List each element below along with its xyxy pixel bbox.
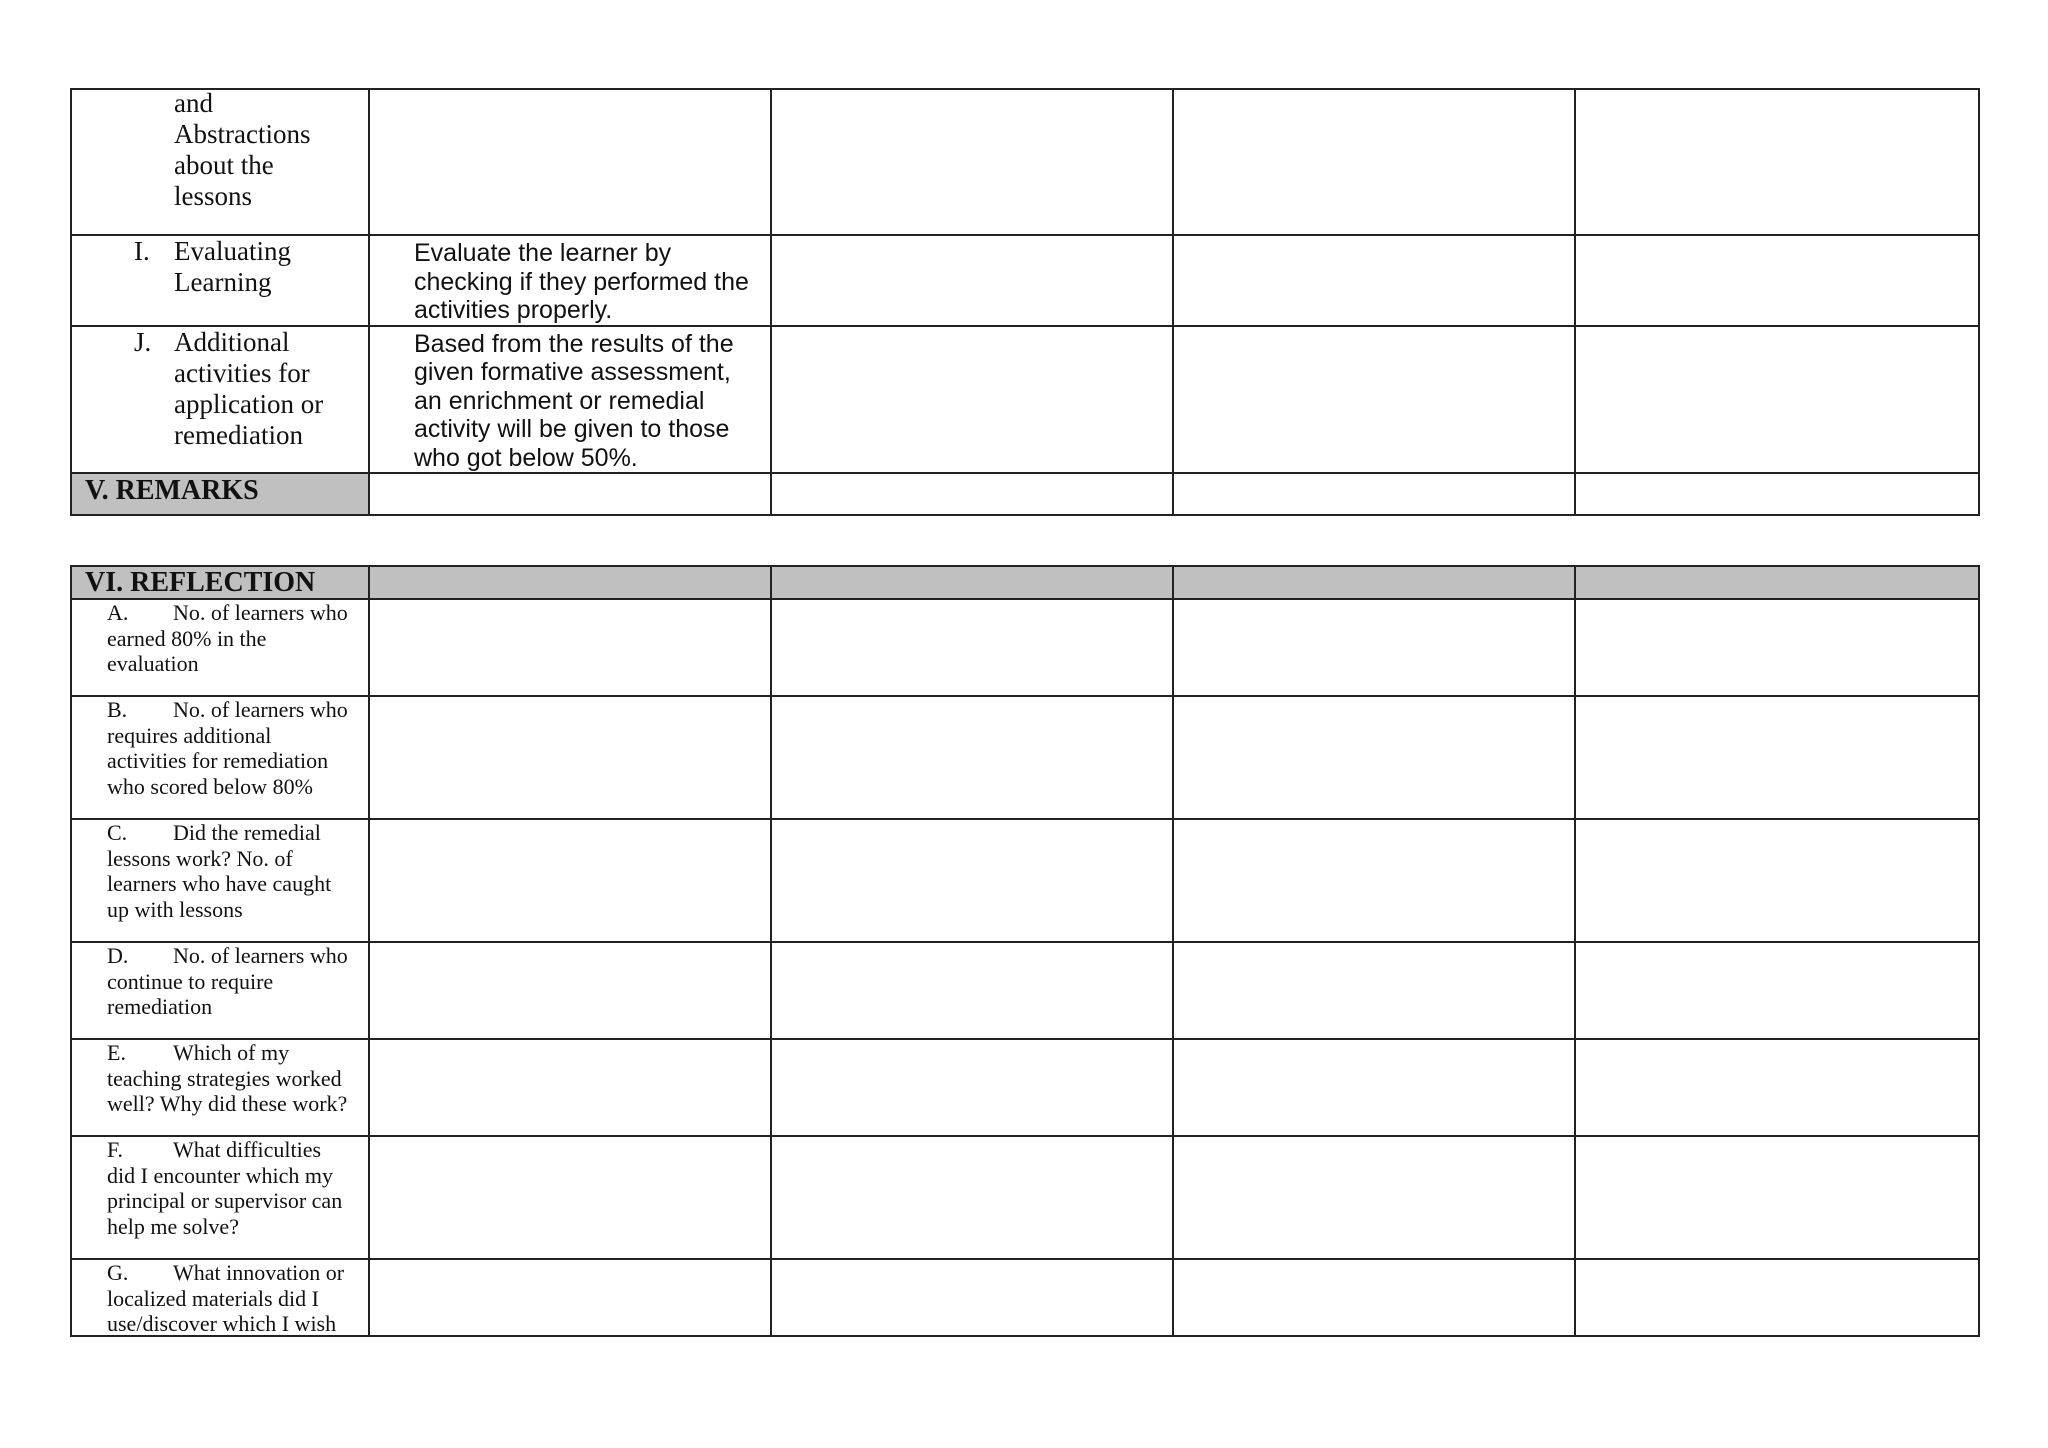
day-cell [1575, 599, 1979, 696]
table-row [71, 235, 1979, 326]
reflection-question-cell [71, 819, 369, 942]
day-cell [369, 696, 771, 819]
day-cell [1173, 1039, 1575, 1136]
table-row [71, 1039, 1979, 1136]
day-cell [1173, 89, 1575, 235]
reflection-header-cell [1173, 566, 1575, 599]
remarks-cell [369, 473, 771, 515]
procedures-table [70, 88, 1980, 516]
reflection-question-cell [71, 1259, 369, 1336]
day-cell [771, 819, 1173, 942]
day-cell [771, 326, 1173, 474]
reflection-question-e: E. Which of my teaching strategies worked well? Why did these work? [107, 1040, 348, 1116]
table-row [71, 566, 1979, 599]
day-cell [369, 599, 771, 696]
reflection-heading: VI. REFLECTION [85, 567, 316, 598]
reflection-question-b: B. No. of learners who requires additional activities for remediation who scored below 80% [107, 697, 348, 799]
reflection-question-g: G. What innovation or localized materials did I use/discover which I wish [107, 1260, 345, 1333]
day-cell [1173, 1136, 1575, 1259]
day-cell [1575, 696, 1979, 819]
remediation-activity-text: Based from the results of the given formative assessment, an enrichment or remedial activity will be given to those who got below 50%. [414, 329, 734, 472]
table-row [71, 819, 1979, 942]
day-cell [1575, 819, 1979, 942]
reflection-header-cell [369, 566, 771, 599]
table-row [71, 599, 1979, 696]
day-cell [1575, 326, 1979, 474]
remarks-heading: V. REMARKS [85, 475, 259, 506]
day-cell [1173, 1259, 1575, 1336]
additional-activities-label: J. Additional activities for application or remediation [134, 326, 324, 450]
day-cell [369, 1259, 771, 1336]
table-row [71, 473, 1979, 515]
day-cell [1173, 235, 1575, 326]
reflection-question-cell [71, 1136, 369, 1259]
day-cell [1575, 942, 1979, 1039]
reflection-question-cell [71, 1039, 369, 1136]
day-cell [1173, 696, 1575, 819]
day-cell [1173, 326, 1575, 474]
day-cell [369, 1039, 771, 1136]
remarks-cell [1575, 473, 1979, 515]
day-cell [1173, 942, 1575, 1039]
reflection-question-d: D. No. of learners who continue to require remediation [107, 943, 348, 1019]
table-row [71, 89, 1979, 235]
day-cell [771, 599, 1173, 696]
day-cell [369, 942, 771, 1039]
reflection-header-cell [771, 566, 1173, 599]
evaluation-activity-text: Evaluate the learner by checking if they performed the activities properly. [414, 239, 749, 324]
reflection-heading-cell [71, 566, 369, 599]
reflection-question-a: A. No. of learners who earned 80% in the evaluation [107, 600, 348, 676]
day-cell [1575, 235, 1979, 326]
reflection-question-cell [71, 696, 369, 819]
day-cell [1173, 819, 1575, 942]
procedure-label-cell [71, 326, 369, 474]
procedure-label-cell [71, 89, 369, 235]
remarks-cell [771, 473, 1173, 515]
day-cell [771, 1039, 1173, 1136]
day-cell [771, 1259, 1173, 1336]
table-row [71, 326, 1979, 474]
day-cell [771, 942, 1173, 1039]
day-cell [369, 1136, 771, 1259]
day-cell [1173, 599, 1575, 696]
activity-cell [369, 235, 771, 326]
activity-cell [369, 326, 771, 474]
day-cell [771, 89, 1173, 235]
day-cell [771, 1136, 1173, 1259]
abstractions-label: and Abstractions about the lessons [174, 88, 311, 211]
remarks-heading-cell [71, 473, 369, 515]
day-cell [771, 696, 1173, 819]
reflection-question-c: C. Did the remedial lessons work? No. of learners who have caught up with lessons [107, 820, 332, 922]
procedure-label-cell [71, 235, 369, 326]
day-cell [369, 89, 771, 235]
day-cell [1575, 1136, 1979, 1259]
reflection-header-cell [1575, 566, 1979, 599]
reflection-question-cell [71, 599, 369, 696]
day-cell [1575, 89, 1979, 235]
reflection-question-f: F. What difficulties did I encounter which my principal or supervisor can help me solve? [107, 1137, 343, 1239]
table-row [71, 942, 1979, 1039]
day-cell [1575, 1039, 1979, 1136]
table-row [71, 1136, 1979, 1259]
evaluating-learning-label: I. Evaluating Learning [134, 236, 291, 297]
day-cell [771, 235, 1173, 326]
day-cell [1575, 1259, 1979, 1336]
remarks-cell [1173, 473, 1575, 515]
reflection-question-cell [71, 942, 369, 1039]
table-row [71, 696, 1979, 819]
table-row [71, 1259, 1979, 1336]
day-cell [369, 819, 771, 942]
reflection-table [70, 565, 1980, 1337]
